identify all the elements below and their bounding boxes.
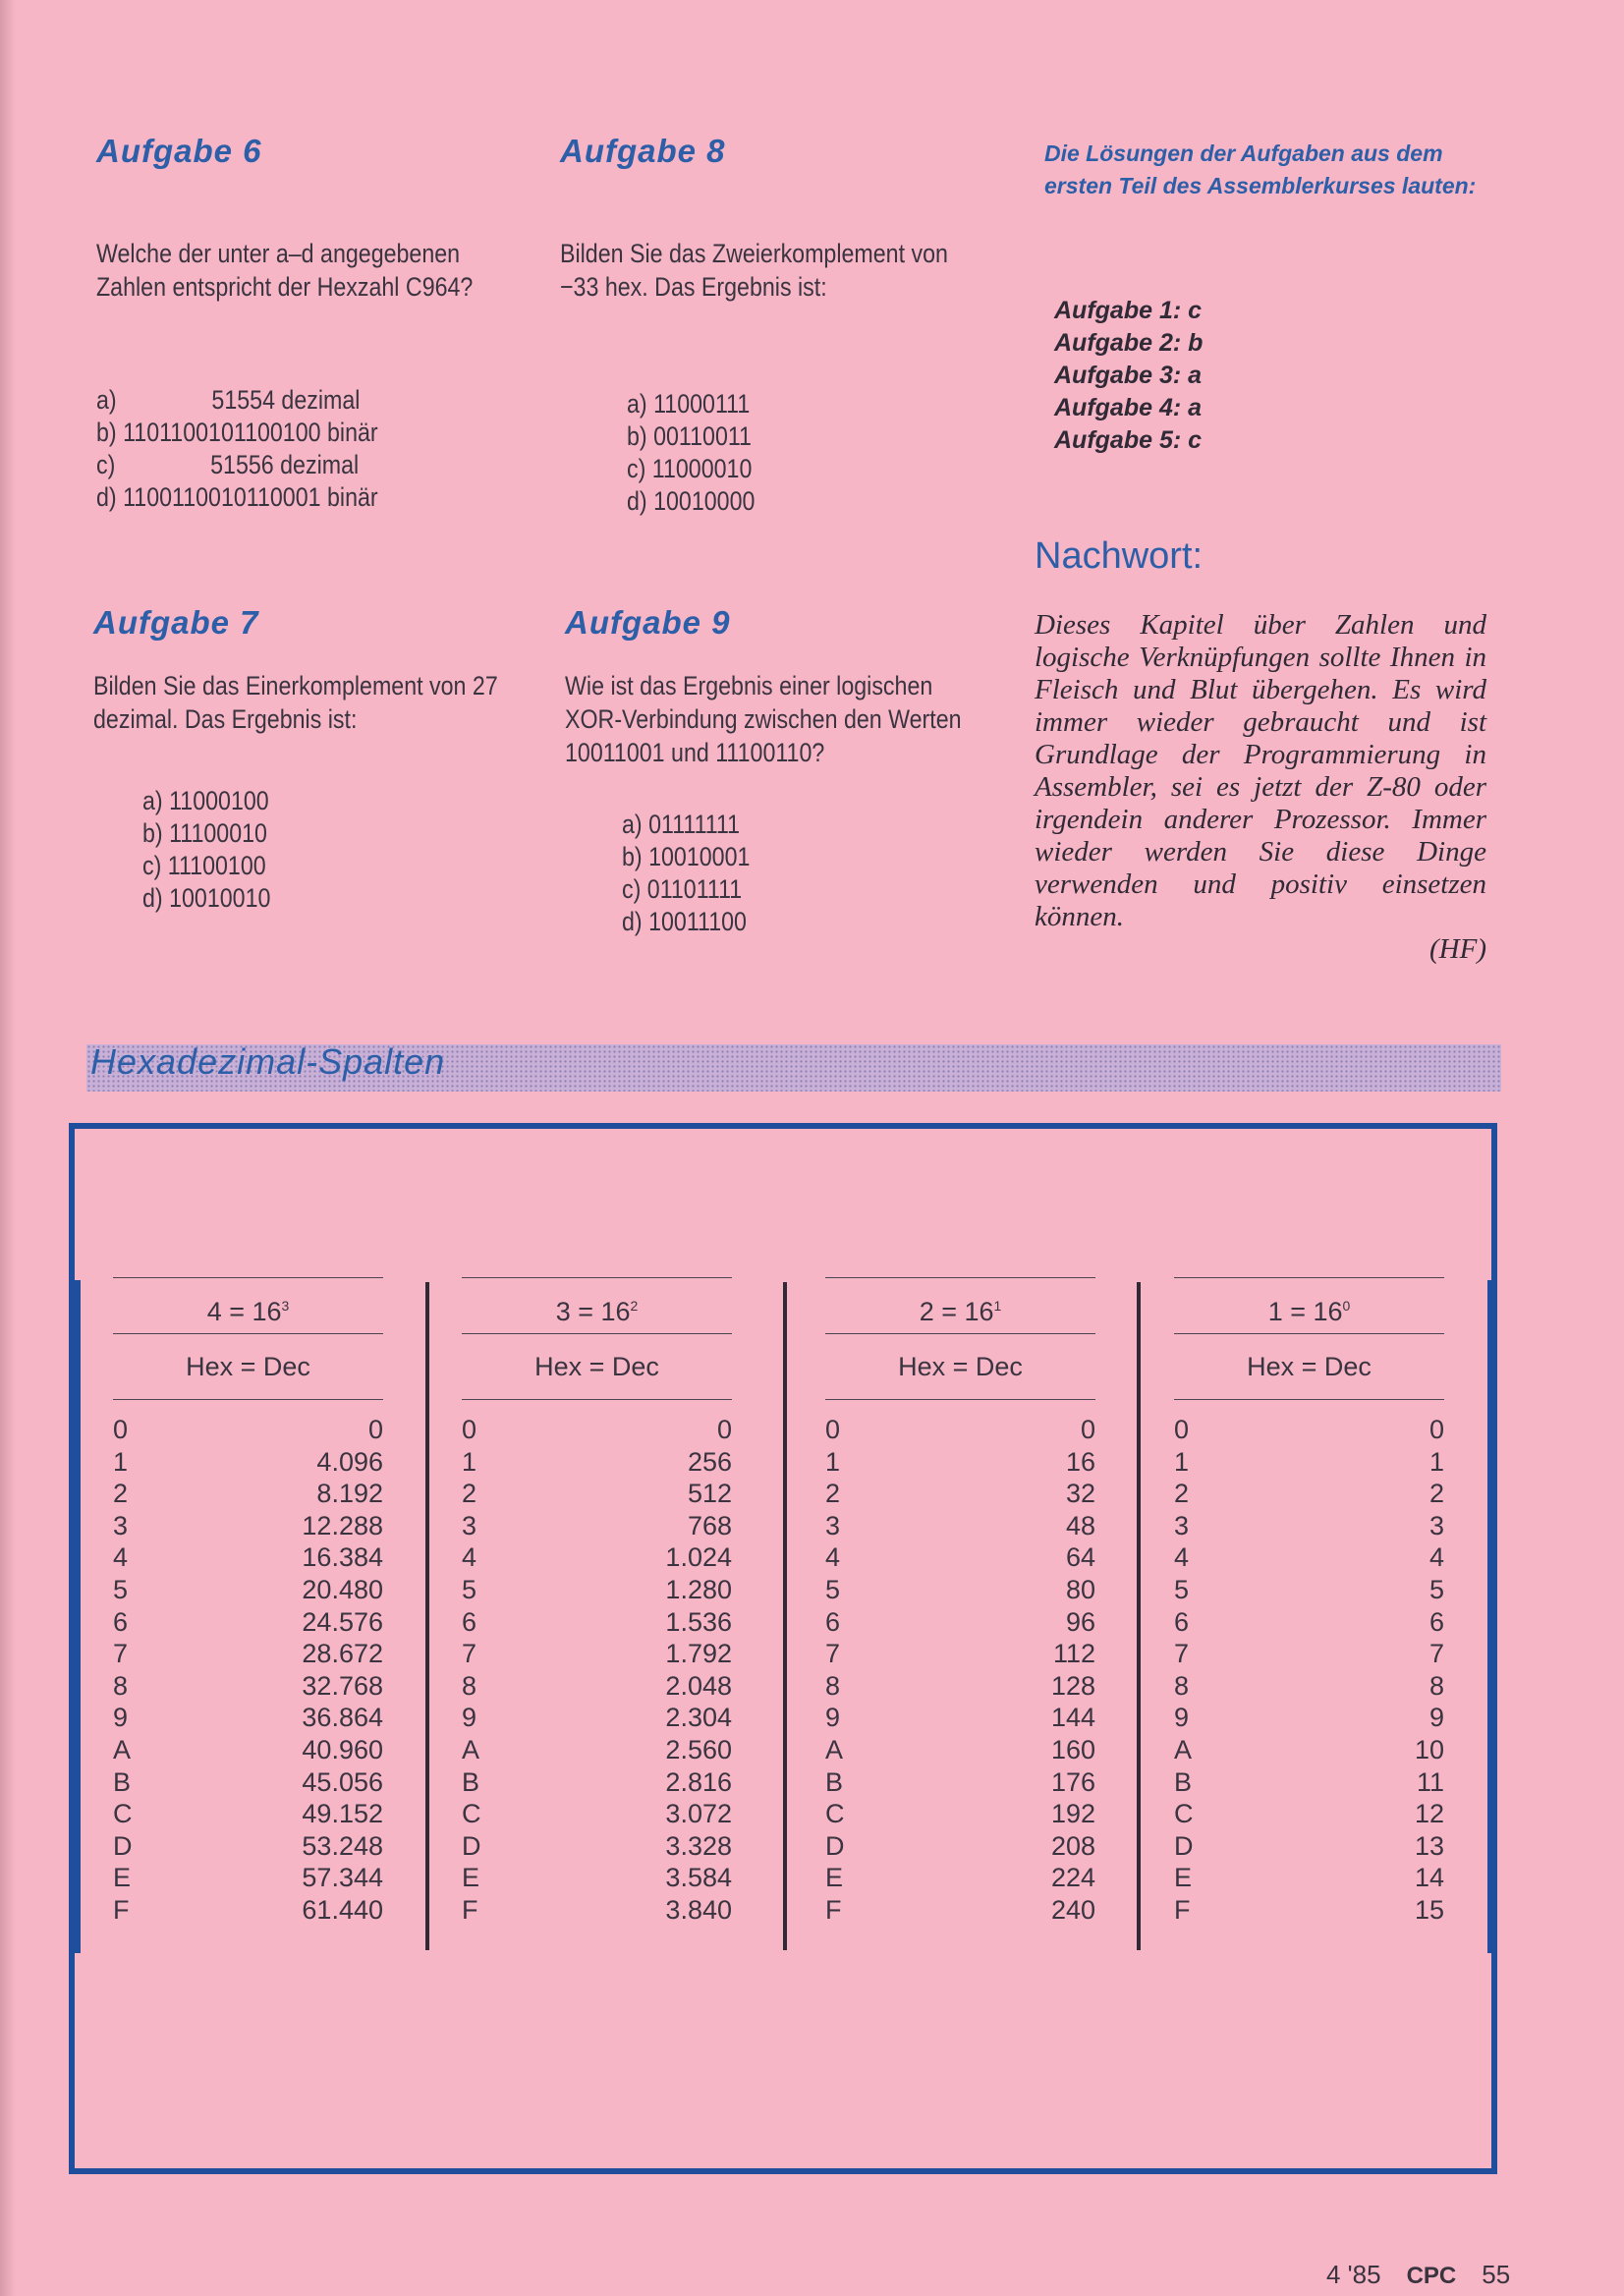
decimal-value: 24.576 <box>302 1606 383 1637</box>
decimal-value: 15 <box>1414 1894 1444 1925</box>
hex-digit: 3 <box>1174 1510 1190 1540</box>
nachwort-body <box>1035 609 1486 966</box>
hex-digit: 1 <box>825 1446 841 1477</box>
decimal-value: 240 <box>1050 1894 1095 1925</box>
solution-item: Aufgabe 4: a <box>1054 394 1203 421</box>
solution-item: Aufgabe 5: c <box>1054 426 1203 454</box>
table-row <box>113 1574 383 1606</box>
table-row <box>1174 1478 1444 1510</box>
hex-digit: 7 <box>825 1639 841 1669</box>
table-row <box>825 1670 1095 1703</box>
hex-digit: F <box>462 1894 478 1925</box>
column-header <box>462 1278 732 1333</box>
table-row <box>113 1510 383 1542</box>
column-header-base: 2 = 16 <box>919 1297 994 1326</box>
decimal-value: 16.384 <box>302 1542 383 1573</box>
column-divider <box>425 1282 429 1950</box>
hex-digit: 7 <box>113 1639 129 1669</box>
hex-digit: 7 <box>1174 1639 1190 1669</box>
decimal-value: 224 <box>1050 1863 1095 1893</box>
nachwort-title: Nachwort: <box>1035 535 1204 577</box>
decimal-value: 12.288 <box>302 1510 383 1540</box>
option: a) 51554 dezimal <box>96 385 361 415</box>
decimal-value: 0 <box>367 1415 383 1444</box>
hex-digit: 9 <box>1174 1703 1190 1733</box>
option: b) 11100010 <box>142 818 267 848</box>
column-header-exponent: 3 <box>281 1298 290 1314</box>
aufgabe-8-title: Aufgabe 8 <box>560 133 726 169</box>
decimal-value: 48 <box>1065 1510 1095 1540</box>
hex-digit: 4 <box>825 1542 841 1573</box>
hex-digit: 6 <box>462 1606 477 1637</box>
decimal-value: 5 <box>1428 1574 1444 1604</box>
column-subheader: Hex = Dec <box>1247 1352 1372 1381</box>
table-row <box>113 1702 383 1734</box>
column-subheader: Hex = Dec <box>898 1352 1023 1381</box>
table-row <box>825 1478 1095 1510</box>
decimal-value: 40.960 <box>302 1734 383 1764</box>
column-header-exponent: 2 <box>630 1298 639 1314</box>
hex-digit: 2 <box>825 1479 841 1509</box>
table-row <box>825 1766 1095 1799</box>
decimal-value: 45.056 <box>302 1766 383 1797</box>
column-subheader: Hex = Dec <box>534 1352 659 1381</box>
option: d) 10010010 <box>142 883 271 913</box>
aufgabe-8-options <box>627 388 958 518</box>
decimal-value: 3.072 <box>665 1799 732 1829</box>
hex-digit: 8 <box>825 1670 841 1701</box>
table-row <box>825 1606 1095 1639</box>
hex-digit: 6 <box>825 1606 841 1637</box>
hex-digit: 3 <box>462 1510 477 1540</box>
option: a) 01111111 <box>622 810 741 839</box>
table-row <box>113 1541 383 1574</box>
hex-digit: 9 <box>825 1703 841 1733</box>
solutions-heading: Die Lösungen der Aufgaben aus dem ersten Teil des Assemblerkurses lauten: <box>1044 140 1477 198</box>
decimal-value: 1.024 <box>665 1542 732 1573</box>
hex-digit: B <box>825 1766 844 1797</box>
table-row <box>113 1734 383 1766</box>
option: a) 11000100 <box>142 786 269 815</box>
hex-digit: 9 <box>113 1703 129 1733</box>
decimal-value: 20.480 <box>302 1574 383 1604</box>
decimal-value: 2 <box>1428 1479 1444 1509</box>
table-row <box>113 1830 383 1863</box>
table-row <box>1174 1862 1444 1894</box>
hex-digit: A <box>113 1734 132 1764</box>
nachwort-signature: (HF) <box>1429 933 1486 965</box>
option: c) 51556 dezimal <box>96 450 360 479</box>
decimal-value: 53.248 <box>302 1830 383 1861</box>
nachwort-text: Dieses Kapitel über Zahlen und logische Verknüpfungen sollte Ihnen in Fleisch und Blut übergehen. Es wird immer wieder gebraucht und ist Grundlage der Programmierung in Assembler, sei es jetzt der Z-80 oder irgendein anderer Prozessor. Immer wieder werden Sie diese Dinge verwenden und positiv einsetzen können. <box>1035 609 1486 932</box>
decimal-value: 7 <box>1428 1639 1444 1669</box>
option: d) 10011100 <box>622 907 747 936</box>
hex-digit: 8 <box>462 1670 477 1701</box>
solution-item: Aufgabe 1: c <box>1054 297 1203 324</box>
hex-digit: 5 <box>462 1574 477 1604</box>
aufgabe-7-options <box>142 785 539 915</box>
page-spine-shadow <box>0 0 16 2296</box>
hex-digit: 0 <box>825 1415 841 1444</box>
decimal-value: 256 <box>687 1446 732 1477</box>
option: a) 11000111 <box>627 389 751 419</box>
decimal-value: 32.768 <box>302 1670 383 1701</box>
table-row <box>1174 1446 1444 1479</box>
decimal-value: 8.192 <box>316 1479 383 1509</box>
table-row <box>825 1446 1095 1479</box>
hex-digit: B <box>1174 1766 1193 1797</box>
decimal-value: 1.792 <box>665 1639 732 1669</box>
decimal-value: 3 <box>1428 1510 1444 1540</box>
table-row <box>1174 1830 1444 1863</box>
rule <box>462 1399 732 1400</box>
table-title: Hexadezimal-Spalten <box>90 1041 446 1082</box>
solution-item: Aufgabe 3: a <box>1054 362 1203 389</box>
table-row <box>1174 1894 1444 1927</box>
decimal-value: 208 <box>1050 1830 1095 1861</box>
decimal-value: 0 <box>1428 1415 1444 1444</box>
hex-digit: 1 <box>1174 1446 1190 1477</box>
frame-inner-right-edge <box>1487 1280 1493 1953</box>
decimal-value: 1.280 <box>665 1574 732 1604</box>
decimal-value: 80 <box>1065 1574 1095 1604</box>
hex-digit: F <box>1174 1894 1191 1925</box>
table-row <box>462 1670 732 1703</box>
hex-digit: 4 <box>113 1542 129 1573</box>
column-header-exponent: 1 <box>993 1298 1002 1314</box>
table-row <box>462 1638 732 1670</box>
decimal-value: 8 <box>1428 1670 1444 1701</box>
table-row <box>825 1702 1095 1734</box>
decimal-value: 1 <box>1428 1446 1444 1477</box>
aufgabe-7-title: Aufgabe 7 <box>93 604 259 641</box>
decimal-value: 10 <box>1414 1734 1444 1764</box>
hex-digit: D <box>1174 1830 1194 1861</box>
decimal-value: 11 <box>1416 1766 1444 1797</box>
decimal-value: 1.536 <box>665 1606 732 1637</box>
decimal-value: 2.304 <box>665 1703 732 1733</box>
table-row <box>1174 1541 1444 1574</box>
aufgabe-7-text: Bilden Sie das Einerkomplement von 27 dezimal. Das Ergebnis ist: <box>93 671 498 734</box>
hex-digit: 0 <box>1174 1415 1190 1444</box>
rule <box>825 1399 1095 1400</box>
hex-digit: A <box>1174 1734 1193 1764</box>
table-row <box>113 1766 383 1799</box>
hex-digit: 1 <box>113 1446 129 1477</box>
column-divider <box>1137 1282 1141 1950</box>
decimal-value: 4 <box>1428 1542 1444 1573</box>
aufgabe-9 <box>565 604 1036 938</box>
hex-column <box>825 1277 1095 1927</box>
decimal-value: 13 <box>1414 1830 1444 1861</box>
hex-digit: 3 <box>825 1510 841 1540</box>
table-row <box>825 1414 1095 1446</box>
decimal-value: 9 <box>1428 1703 1444 1733</box>
table-row <box>113 1798 383 1830</box>
table-row <box>462 1478 732 1510</box>
aufgabe-9-title: Aufgabe 9 <box>565 604 731 641</box>
hex-digit: 5 <box>1174 1574 1190 1604</box>
table-row <box>825 1510 1095 1542</box>
column-divider <box>783 1282 787 1950</box>
hex-digit: F <box>113 1894 130 1925</box>
table-row <box>825 1894 1095 1927</box>
hex-column <box>1174 1277 1444 1927</box>
decimal-value: 144 <box>1050 1703 1095 1733</box>
frame-inner-left-edge <box>75 1280 81 1953</box>
column-subheader: Hex = Dec <box>186 1352 310 1381</box>
hex-digit: B <box>462 1766 480 1797</box>
aufgabe-7 <box>93 604 604 915</box>
column-header-exponent: 0 <box>1342 1298 1351 1314</box>
hex-digit: A <box>462 1734 480 1764</box>
decimal-value: 160 <box>1050 1734 1095 1764</box>
hex-digit: C <box>1174 1799 1194 1829</box>
magazine-name: CPC <box>1406 2263 1457 2289</box>
table-row <box>462 1541 732 1574</box>
decimal-value: 6 <box>1428 1606 1444 1637</box>
hex-digit: 9 <box>462 1703 477 1733</box>
hex-digit: E <box>1174 1863 1193 1893</box>
option: d) 10010000 <box>627 486 756 516</box>
hex-digit: 2 <box>462 1479 477 1509</box>
decimal-value: 16 <box>1065 1446 1095 1477</box>
decimal-value: 12 <box>1414 1799 1444 1829</box>
decimal-value: 14 <box>1414 1863 1444 1893</box>
option: b) 10010001 <box>622 842 751 871</box>
column-header <box>113 1278 383 1333</box>
option: b) 00110011 <box>627 421 752 451</box>
decimal-value: 3.584 <box>665 1863 732 1893</box>
decimal-value: 2.560 <box>665 1734 732 1764</box>
decimal-value: 768 <box>687 1510 732 1540</box>
table-row <box>462 1894 732 1927</box>
column-header <box>825 1278 1095 1333</box>
hex-digit: 5 <box>113 1574 129 1604</box>
table-row <box>825 1862 1095 1894</box>
decimal-value: 64 <box>1065 1542 1095 1573</box>
table-row <box>113 1414 383 1446</box>
hex-digit: 0 <box>462 1415 477 1444</box>
option: c) 11100100 <box>142 851 266 880</box>
hex-digit: 8 <box>113 1670 129 1701</box>
table-row <box>825 1574 1095 1606</box>
hex-digit: D <box>462 1830 481 1861</box>
hex-digit: 3 <box>113 1510 129 1540</box>
decimal-value: 28.672 <box>302 1639 383 1669</box>
column-header-base: 1 = 16 <box>1267 1297 1343 1326</box>
hex-digit: 4 <box>1174 1542 1190 1573</box>
decimal-value: 49.152 <box>302 1799 383 1829</box>
table-row <box>113 1446 383 1479</box>
table-row <box>1174 1798 1444 1830</box>
hex-digit: 0 <box>113 1415 129 1444</box>
decimal-value: 36.864 <box>302 1703 383 1733</box>
table-row <box>462 1414 732 1446</box>
hex-digit: 6 <box>113 1606 129 1637</box>
table-row <box>825 1541 1095 1574</box>
table-row <box>462 1446 732 1479</box>
decimal-value: 3.840 <box>665 1894 732 1925</box>
table-row <box>462 1606 732 1639</box>
decimal-value: 176 <box>1050 1766 1095 1797</box>
hex-digit: 7 <box>462 1639 477 1669</box>
hex-digit: E <box>462 1863 480 1893</box>
table-row <box>113 1670 383 1703</box>
rule <box>113 1399 383 1400</box>
table-row <box>113 1862 383 1894</box>
table-row <box>1174 1606 1444 1639</box>
hex-digit: 2 <box>113 1479 129 1509</box>
hex-column <box>462 1277 732 1927</box>
option: c) 01101111 <box>622 874 743 904</box>
table-row <box>1174 1766 1444 1799</box>
aufgabe-6-text: Welche der unter a–d angegebenen Zahlen entspricht der Hexzahl C964? <box>96 239 474 302</box>
table-row <box>1174 1638 1444 1670</box>
table-row <box>462 1830 732 1863</box>
decimal-value: 57.344 <box>302 1863 383 1893</box>
table-row <box>462 1574 732 1606</box>
aufgabe-6-title: Aufgabe 6 <box>96 133 262 169</box>
hex-digit: 4 <box>462 1542 477 1573</box>
option: b) 1101100101100100 binär <box>96 418 378 447</box>
solutions-list <box>1054 295 1203 457</box>
table-row <box>462 1798 732 1830</box>
hex-digit: C <box>825 1799 845 1829</box>
hex-digit: 8 <box>1174 1670 1190 1701</box>
table-row <box>462 1510 732 1542</box>
table-row <box>825 1734 1095 1766</box>
decimal-value: 96 <box>1065 1606 1095 1637</box>
aufgabe-8-text: Bilden Sie das Zweierkomplement von −33 hex. Das Ergebnis ist: <box>560 239 948 302</box>
table-row <box>825 1830 1095 1863</box>
hex-digit: D <box>113 1830 133 1861</box>
decimal-value: 2.816 <box>665 1766 732 1797</box>
table-row <box>462 1702 732 1734</box>
hex-digit: A <box>825 1734 844 1764</box>
table-row <box>462 1862 732 1894</box>
table-row <box>1174 1574 1444 1606</box>
decimal-value: 112 <box>1052 1639 1095 1669</box>
table-row <box>113 1638 383 1670</box>
decimal-value: 512 <box>687 1479 732 1509</box>
rule <box>1174 1399 1444 1400</box>
hex-digit: C <box>462 1799 481 1829</box>
table-row <box>1174 1510 1444 1542</box>
hex-digit: 1 <box>462 1446 477 1477</box>
page-number: 55 <box>1482 2260 1511 2289</box>
table-row <box>825 1798 1095 1830</box>
decimal-value: 192 <box>1050 1799 1095 1829</box>
hex-digit: B <box>113 1766 132 1797</box>
table-row <box>462 1734 732 1766</box>
hex-column <box>113 1277 383 1927</box>
table-row <box>462 1766 732 1799</box>
hex-digit: C <box>113 1799 133 1829</box>
option: d) 1100110010110001 binär <box>96 482 378 512</box>
decimal-value: 2.048 <box>665 1670 732 1701</box>
column-header <box>1174 1278 1444 1333</box>
table-row <box>1174 1702 1444 1734</box>
aufgabe-8 <box>560 133 1012 518</box>
hex-digit: F <box>825 1894 842 1925</box>
decimal-value: 0 <box>716 1415 732 1444</box>
option: c) 11000010 <box>627 454 753 483</box>
aufgabe-9-text: Wie ist das Ergebnis einer logischen XOR-Verbindung zwischen den Werten 10011001 und 11100110? <box>565 671 962 767</box>
decimal-value: 32 <box>1065 1479 1095 1509</box>
table-row <box>1174 1670 1444 1703</box>
hex-digit: D <box>825 1830 845 1861</box>
hex-digit: 2 <box>1174 1479 1190 1509</box>
solution-item: Aufgabe 2: b <box>1054 329 1204 357</box>
decimal-value: 128 <box>1050 1670 1095 1701</box>
hex-digit: 5 <box>825 1574 841 1604</box>
column-header-base: 4 = 16 <box>206 1297 282 1326</box>
column-header-base: 3 = 16 <box>555 1297 631 1326</box>
decimal-value: 61.440 <box>302 1894 383 1925</box>
hex-digit: 6 <box>1174 1606 1190 1637</box>
issue-number: 4 '85 <box>1326 2260 1381 2289</box>
decimal-value: 4.096 <box>316 1446 383 1477</box>
decimal-value: 0 <box>1080 1415 1095 1444</box>
decimal-value: 3.328 <box>665 1830 732 1861</box>
table-row <box>1174 1734 1444 1766</box>
aufgabe-9-options <box>622 809 979 938</box>
table-row <box>113 1478 383 1510</box>
hex-digit: E <box>825 1863 844 1893</box>
aufgabe-6-options <box>96 384 535 514</box>
hex-digit: E <box>113 1863 132 1893</box>
table-row <box>113 1606 383 1639</box>
table-row <box>113 1894 383 1927</box>
page-footer <box>1326 2260 1510 2290</box>
aufgabe-6 <box>96 133 607 514</box>
table-row <box>825 1638 1095 1670</box>
table-row <box>1174 1414 1444 1446</box>
